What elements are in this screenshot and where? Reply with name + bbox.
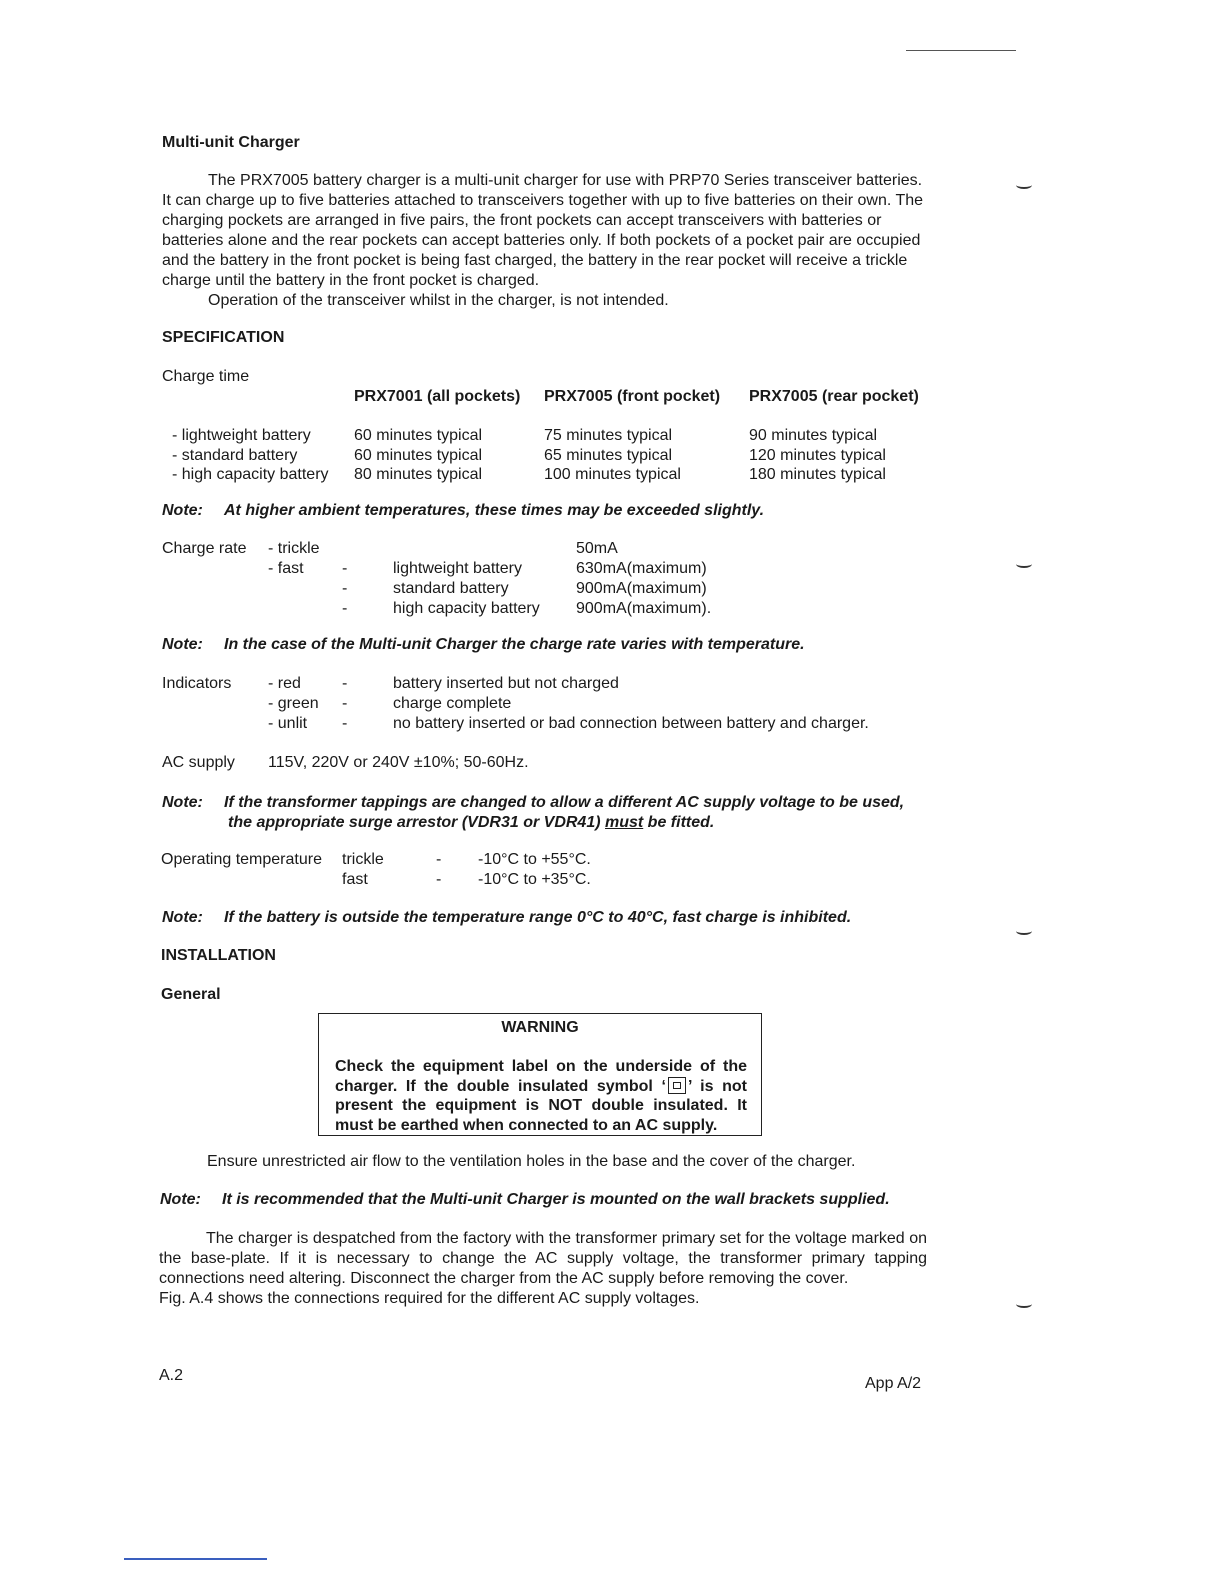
dash: -	[342, 695, 348, 712]
note-mounting	[160, 1190, 890, 1210]
note-label: Note:	[162, 636, 203, 653]
note-text: the appropriate surge arrestor (VDR31 or VDR41)	[228, 814, 605, 831]
charge-time-header: PRX7005 (front pocket)	[544, 388, 721, 405]
note-charge-rate	[162, 635, 805, 655]
table-cell: 100 minutes typical	[544, 466, 681, 483]
note-temperature	[162, 908, 851, 928]
warning-text-a: Check the equipment label on the underside of the charger. If the double insulated symbol ‘	[335, 1058, 747, 1095]
double-insulated-symbol-icon	[668, 1077, 686, 1094]
bottom-rule	[124, 1558, 267, 1560]
temp-range: -10°C to +35°C.	[478, 871, 591, 888]
dash: -	[436, 851, 442, 868]
table-cell: 180 minutes typical	[749, 466, 886, 483]
note-label: Note:	[162, 794, 203, 811]
table-cell: 80 minutes typical	[354, 466, 483, 483]
indicator-desc: no battery inserted or bad connection between battery and charger.	[393, 715, 869, 732]
rate-value: 900mA(maximum)	[576, 580, 707, 597]
table-cell: 60 minutes typical	[354, 427, 483, 444]
indicator-color: - unlit	[268, 715, 308, 732]
battery-type: lightweight battery	[393, 560, 522, 577]
battery-type: - high capacity battery	[172, 466, 329, 483]
dash: -	[342, 715, 348, 732]
charge-rate-fast: - fast	[268, 560, 304, 577]
battery-type: high capacity battery	[393, 600, 540, 617]
battery-type: - standard battery	[172, 447, 298, 464]
note-label: Note:	[160, 1191, 201, 1208]
charge-time-label: Charge time	[162, 368, 250, 385]
charge-time-header: PRX7005 (rear pocket)	[749, 388, 919, 405]
note-text: It is recommended that the Multi-unit Charger is mounted on the wall brackets supplied.	[222, 1191, 890, 1208]
warning-text	[335, 1057, 747, 1135]
page-number-left: A.2	[159, 1367, 184, 1384]
indicator-color: - red	[268, 675, 301, 692]
table-cell: 75 minutes typical	[544, 427, 673, 444]
rate-value: 900mA(maximum).	[576, 600, 712, 617]
emphasis-must: must	[605, 814, 644, 831]
table-cell: 120 minutes typical	[749, 447, 886, 464]
table-cell: 65 minutes typical	[544, 447, 673, 464]
note-text: be fitted.	[643, 814, 715, 831]
margin-mark	[1016, 560, 1032, 568]
charge-time-header: PRX7001 (all pockets)	[354, 388, 521, 405]
ac-supply-label: AC supply	[162, 754, 235, 771]
margin-mark	[1016, 181, 1032, 189]
dash: -	[436, 871, 442, 888]
battery-type: - lightweight battery	[172, 427, 311, 444]
warning-text-b: ’ is not present the equipment is NOT double insulated. It must be earthed when connected to an AC supply.	[335, 1077, 747, 1134]
temp-range: -10°C to +55°C.	[478, 851, 591, 868]
battery-type: standard battery	[393, 580, 509, 597]
table-cell: 60 minutes typical	[354, 447, 483, 464]
indicator-desc: charge complete	[393, 695, 512, 712]
spec-heading: SPECIFICATION	[162, 329, 285, 346]
note-text: At higher ambient temperatures, these times may be exceeded slightly.	[224, 502, 765, 519]
fig-reference: Fig. A.4 shows the connections required for the different AC supply voltages.	[159, 1290, 700, 1307]
intro-text	[162, 171, 932, 311]
indicator-desc: battery inserted but not charged	[393, 675, 619, 692]
despatch-text	[159, 1229, 927, 1309]
trickle-value: 50mA	[576, 540, 618, 557]
note-label: Note:	[162, 909, 203, 926]
rate-value: 630mA(maximum)	[576, 560, 707, 577]
general-heading: General	[161, 986, 221, 1003]
note-charge-time	[162, 501, 764, 521]
section-title: Multi-unit Charger	[162, 134, 300, 151]
note-text: If the battery is outside the temperature range 0°C to 40°C, fast charge is inhibited.	[224, 909, 852, 926]
temp-mode: trickle	[342, 851, 384, 868]
charge-rate-trickle: - trickle	[268, 540, 320, 557]
ventilation-text: Ensure unrestricted air flow to the ventilation holes in the base and the cover of the charger.	[207, 1153, 856, 1170]
dash: -	[342, 600, 348, 617]
note-label: Note:	[162, 502, 203, 519]
indicators-label: Indicators	[162, 675, 232, 692]
warning-title: WARNING	[501, 1019, 579, 1036]
dash: -	[342, 560, 348, 577]
margin-mark	[1016, 927, 1032, 935]
installation-heading: INSTALLATION	[161, 947, 276, 964]
table-cell: 90 minutes typical	[749, 427, 878, 444]
note-transformer	[162, 793, 904, 833]
top-rule	[906, 50, 1016, 51]
operating-temp-label: Operating temperature	[161, 851, 322, 868]
despatch-paragraph: The charger is despatched from the factory with the transformer primary set for the voltage marked on the base-plate. If it is necessary to change the AC supply voltage, the transformer primary tapping connections need altering. Disconnect the charger from the AC supply before removing the cover.	[159, 1230, 927, 1287]
dash: -	[342, 580, 348, 597]
intro-paragraph: The PRX7005 battery charger is a multi-unit charger for use with PRP70 Series transceiver batteries. It can charge up to five batteries attached to transceivers together with up to five batteries on their own. The charging pockets are arranged in five pairs, the front pockets can accept transceivers with batteries or batteries alone and the rear pockets can accept batteries only. If both pockets of a pocket pair are occupied and the battery in the front pocket is being fast charged, the battery in the rear pocket will receive a trickle charge until the battery in the front pocket is charged.	[162, 172, 924, 289]
margin-mark	[1016, 1300, 1032, 1308]
note-text: If the transformer tappings are changed to allow a different AC supply voltage to be used,	[224, 794, 905, 811]
indicator-color: - green	[268, 695, 319, 712]
dash: -	[342, 675, 348, 692]
page-number-right: App A/2	[865, 1375, 922, 1392]
warning-box	[318, 1013, 762, 1136]
intro-paragraph-2: Operation of the transceiver whilst in the charger, is not intended.	[208, 292, 669, 309]
note-text: In the case of the Multi-unit Charger the charge rate varies with temperature.	[224, 636, 805, 653]
ac-supply-value: 115V, 220V or 240V ±10%; 50-60Hz.	[268, 754, 529, 771]
charge-rate-label: Charge rate	[162, 540, 247, 557]
temp-mode: fast	[342, 871, 368, 888]
